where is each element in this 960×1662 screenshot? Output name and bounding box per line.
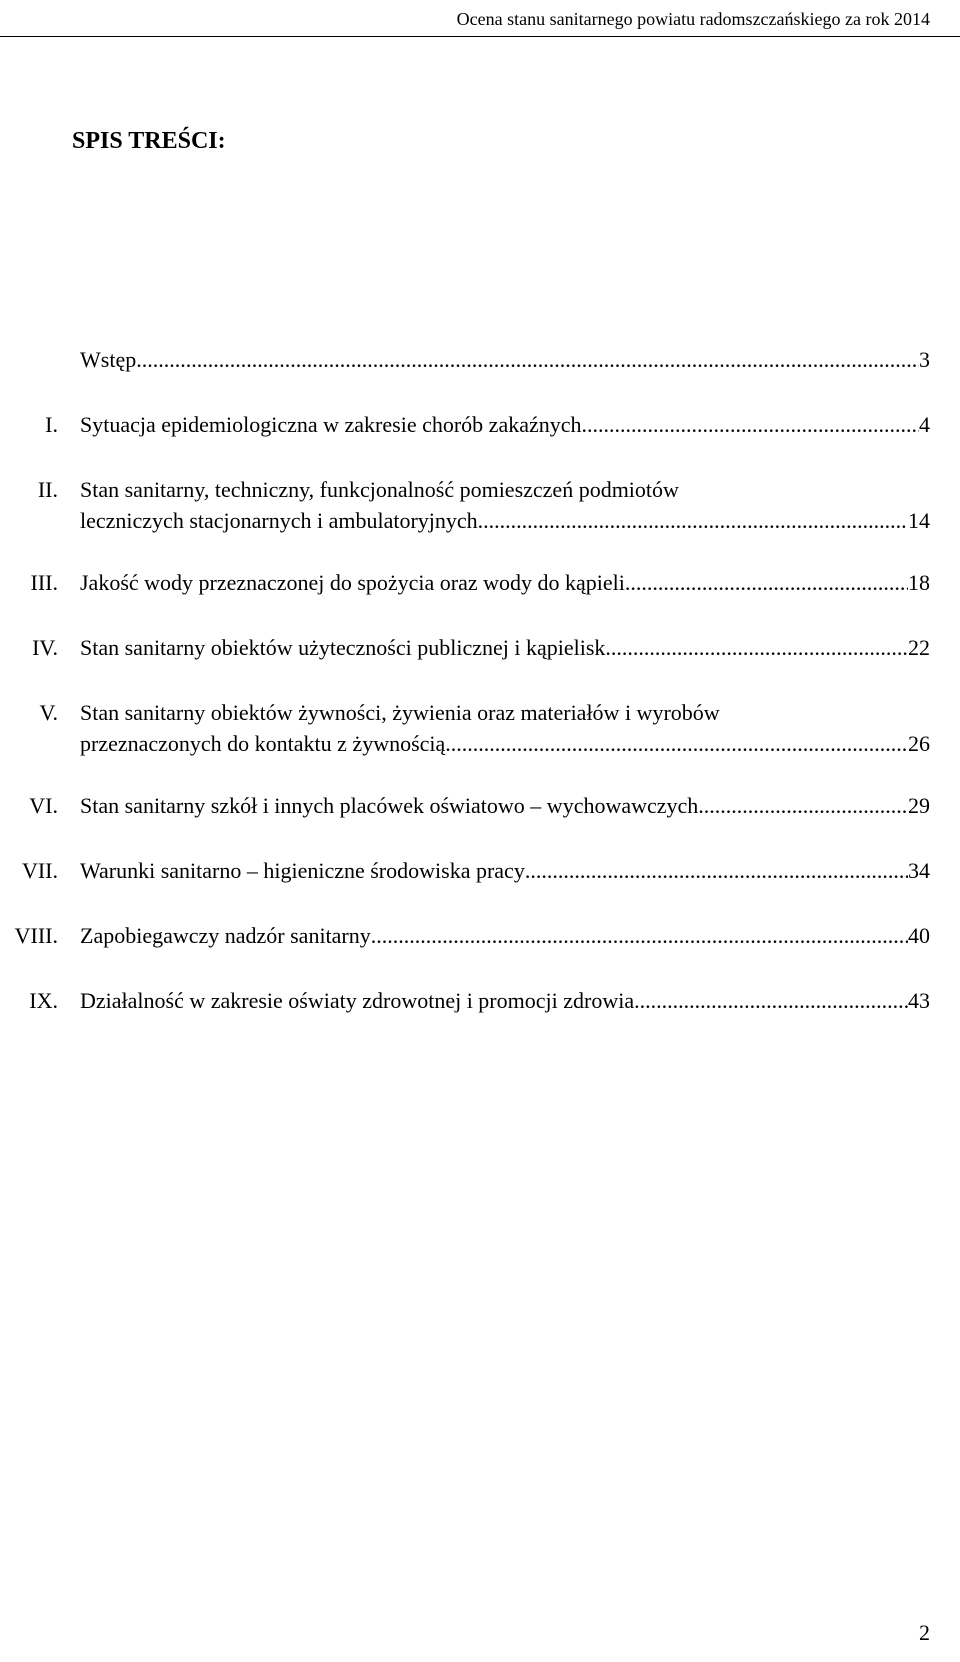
toc-dot-leader bbox=[445, 730, 908, 758]
toc-entry-title: Stan sanitarny obiektów użyteczności publicznej i kąpielisk bbox=[80, 635, 606, 660]
toc-entry-number: VI. bbox=[29, 793, 58, 818]
toc-dot-leader bbox=[371, 922, 908, 950]
toc-entry-page: 34 bbox=[908, 858, 930, 883]
running-header-title: Ocena stanu sanitarnego powiatu radomszczańskiego za rok 2014 bbox=[456, 9, 930, 29]
toc-entry-number: I. bbox=[45, 412, 58, 437]
toc-entry-title: Jakość wody przeznaczonej do spożycia oraz wody do kąpieli bbox=[80, 570, 625, 595]
toc-dot-leader bbox=[605, 634, 908, 662]
toc-entry-page: 14 bbox=[908, 508, 930, 533]
toc-entry-number: IV. bbox=[32, 635, 58, 660]
toc-entry-page: 22 bbox=[908, 635, 930, 660]
toc-entry-number: IX. bbox=[29, 988, 58, 1013]
toc-entry-page: 3 bbox=[919, 347, 930, 372]
toc-entry-title: Sytuacja epidemiologiczna w zakresie chorób zakaźnych bbox=[80, 412, 582, 437]
toc-entry-number: II. bbox=[37, 477, 58, 502]
page-number: 2 bbox=[919, 1620, 930, 1645]
running-header bbox=[0, 0, 960, 37]
toc-entry-title: Działalność w zakresie oświaty zdrowotnej i promocji zdrowia bbox=[80, 988, 635, 1013]
toc-dot-leader bbox=[136, 346, 919, 374]
toc-entry-number: VIII. bbox=[14, 923, 58, 948]
toc-dot-leader bbox=[698, 792, 908, 820]
toc-entry-title-line-2: przeznaczonych do kontaktu z żywnością bbox=[80, 731, 446, 756]
toc-entry-page: 18 bbox=[908, 570, 930, 595]
toc-entry-title-line-2: leczniczych stacjonarnych i ambulatoryjnych bbox=[80, 508, 478, 533]
toc-entry-title: Warunki sanitarno – higieniczne środowiska pracy bbox=[80, 858, 525, 883]
toc-dot-leader bbox=[582, 411, 920, 439]
toc-entry-number: V. bbox=[39, 700, 58, 725]
toc-title: SPIS TREŚCI: bbox=[72, 128, 226, 154]
toc-entry-page: 40 bbox=[908, 923, 930, 948]
toc-entry-title-line-1: Stan sanitarny, techniczny, funkcjonalność pomieszczeń podmiotów bbox=[80, 477, 679, 502]
toc-entry-title-line-1: Stan sanitarny obiektów żywności, żywienia oraz materiałów i wyrobów bbox=[80, 700, 720, 725]
toc-dot-leader bbox=[625, 569, 908, 597]
toc-entry-title: Zapobiegawczy nadzór sanitarny bbox=[80, 923, 371, 948]
toc-entry-title: Wstęp bbox=[80, 347, 137, 372]
toc-entry-page: 43 bbox=[908, 988, 930, 1013]
toc-dot-leader bbox=[525, 857, 908, 885]
toc-entry-number: VII. bbox=[21, 858, 58, 883]
toc-entry-title: Stan sanitarny szkół i innych placówek oświatowo – wychowawczych bbox=[80, 793, 699, 818]
toc-dot-leader bbox=[478, 507, 908, 535]
toc-dot-leader bbox=[634, 987, 908, 1015]
toc-entry-page: 4 bbox=[919, 412, 930, 437]
toc-entry-number: III. bbox=[30, 570, 58, 595]
toc-entry-page: 29 bbox=[908, 793, 930, 818]
toc-entry-page: 26 bbox=[908, 731, 930, 756]
